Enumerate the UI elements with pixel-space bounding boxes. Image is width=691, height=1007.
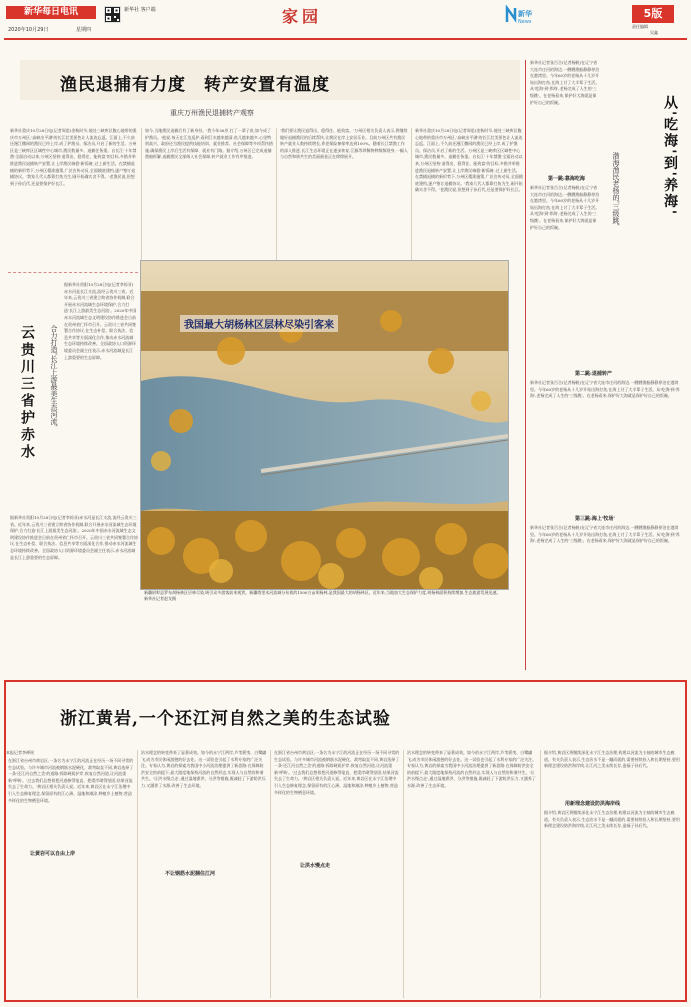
photo-title: 我国最大胡杨林区层林尽染引客来 [180, 315, 338, 332]
right-section-2: 第二跳:退捕转产 [575, 371, 612, 377]
right-body-1: 新华社记者张百合(记者杨帆)在辽宁省大连市庄河的海边,一艘艘渔船静静停泊在港湾里。今年60岁的老杨从十几岁开始出海打鱼,在海上讨了大半辈子生活。从'吃海'到'养海',老杨完成了人生的'三级跳'。在老杨看来,保护好大海就是保护好自己的饭碗。 [530, 185, 600, 230]
bottom-section-2: 不让钢筋水泥捆住江河 [165, 871, 216, 877]
page-number: 5版 [632, 5, 674, 23]
qr-code-icon [104, 6, 121, 23]
news-logo-icon [505, 5, 543, 25]
svg-text:新华: 新华 [518, 10, 532, 18]
side-body: 据新华社贵阳10月28日电(记者李惊亚)赤水河是长江支流,流经云贵川三省。近年来,云贵川三省建立跨省协作机制,联合开展赤水河流域生态环境保护,合力打造'长江上游最美生态河流'。2020年中国赤水河流域生态文明建设协作推进会日前在贵州省仁怀市召开。云贵川三省共同签署合作协议,在生态补偿、联合执法、信息共享等方面深化合作,推动赤水河流域生态环境持续改善。全国政协人口资源环境委员会副主任表示,赤水河流域是长江上游重要的生态屏障。 [64, 282, 137, 360]
section-title: 家园 [282, 7, 323, 26]
newspaper-masthead: 新华每日电讯 [6, 6, 96, 19]
bottom-section-1: 让黄岩可以自由上岸 [30, 851, 76, 857]
side-headline: 云贵川三省护赤水 [19, 325, 35, 461]
bottom-section-4: 用新理念建设防洪海岸线 [565, 801, 621, 807]
side-body-lower: 据新华社贵阳10月28日电(记者李惊亚)赤水河是长江支流,流经云贵川三省。近年来,云贵川三省建立跨省协作机制,联合开展赤水河流域生态环境保护,合力打造'长江上游最美生态河流'。2020年中国赤水河流域生态文明建设协作推进会日前在贵州省仁怀市召开。云贵川三省共同签署合作协议,在生态补偿、联合执法、信息共享等方面深化合作,推动赤水河流域生态环境持续改善。全国政协人口资源环境委员会副主任表示,赤水河流域是长江上游重要的生态屏障。 [10, 515, 138, 560]
bottom-section-3: 让洪水慢点走 [300, 863, 331, 869]
lead-body-col4: 新华社重庆10月28日电(记者周思)金秋时节,地处三峡库区腹心地带的重庆市万州区,'高峡出平湖'的长江壮美景色让人流连忘返。江面上,不久前还漫江撒网的渔民已经上岸,成了护渔员、保洁员,开启了新的生活。万州区是三峡库区区域性中心城市,渔民数量多、退捕任务重。自长江'十年禁渔'全面启动以来,万州区坚持'退得出、稳得住、能致富'的目标,多措并举推进渔民退捕转产安置,让上岸渔民端稳'新饭碗',过上新生活。在禁捕退捕的新形势下,万州区精准施策,广泛宣传动员,全面摸底建档,逐户签订退捕协议。'我家几代人都靠打鱼为生,刚开始确实舍不得。'老渔民说,但想到子孙后代,还是要保护好长江。 [415, 128, 523, 193]
photo-caption: 新疆尉犁县罗布胡杨林区层林尽染,吸引众多游客前来观赏。新疆塔里木河流域分布着约1500万亩胡杨林,是我国最大的胡杨林区。近年来,当地加大生态保护力度,胡杨林面积持续增加,生态旅游发展迅速。新华社记者赵戈摄 [144, 590, 501, 601]
right-headline: 从'吃海'到'养海' [662, 95, 678, 217]
lead-body-col1: 新华社重庆10月28日电(记者周思)金秋时节,地处三峡库区腹心地带的重庆市万州区,'高峡出平湖'的长江壮美景色让人流连忘返。江面上,不久前还漫江撒网的渔民已经上岸,成了护渔员、保洁员,开启了新的生活。万州区是三峡库区区域性中心城市,渔民数量多、退捕任务重。自长江'十年禁渔'全面启动以来,万州区坚持'退得出、稳得住、能致富'的目标,多措并举推进渔民退捕转产安置,让上岸渔民端稳'新饭碗',过上新生活。在禁捕退捕的新形势下,万州区精准施策,广泛宣传动员,全面摸底建档,逐户签订退捕协议。'我家几代人都靠打鱼为生,刚开始确实舍不得。'老渔民说,但想到子孙后代,还是要保护好长江。 [10, 128, 137, 186]
lead-body-col2: 如今,当地渔民退捕后有了新身份。'我今年56岁,打了一辈子鱼,如今成了护渔员。'他说,每天在江边巡护,看到江水越来越清,鱼儿越来越多,心里特别高兴。政府还为渔民提供技能培训、就业推荐、社会保障等多项帮扶措施,确保渔民上岸后生活有保障、就业有门路。据介绍,万州区已完成退捕渔船拆解,退捕渔民全部纳入社会保障,转产就业工作有序推进。 [145, 128, 273, 160]
right-body-3: 新华社记者张百合(记者杨帆)在辽宁省大连市庄河的海边,一艘艘渔船静静停泊在港湾里。今年60岁的老杨从十几岁开始出海打鱼,在海上讨了大半辈子生活。从'吃海'到'养海',老杨完成了人生的'三级跳'。在老杨看来,保护好大海就是保护好自己的饭碗。 [530, 525, 680, 544]
right-section-1: 第一跳:靠海吃海 [548, 176, 585, 182]
issue-date: 2020年10月29日 [8, 27, 49, 33]
lead-body-col3: '我们要让渔民退得出、稳得住、能致富。'万州区相关负责人表示,将继续做好退捕渔民的后续帮扶,让渔民在岸上安居乐业。目前万州区共有渔民转产就业人数持续增长,养老保险参保率达到100%。随着长江禁渔工作的深入推进,长江生态环境正在逐步恢复,江豚等珍稀物种频频现身,一幅人与自然和谐共生的美丽画卷正在徐徐展开。 [280, 128, 408, 160]
side-subheadline: 合力打造'长江上游最美生态河流' [50, 325, 58, 427]
editor-label: 责任编辑 [632, 24, 648, 29]
bottom-body-col2: 治水理念的转变带来了显著成效。如今的永宁江两岸,芦苇摇曳、白鹭翩飞,成为市民休闲游憩的好去处。这一试验也引起了水利专家的广泛关注。专家认为,黄岩的探索为我国中小河流治理提供了新思路:在保障防洪安全的前提下,最大限度地保持河流的自然形态,实现人与自然的和谐共生。'让洪水慢点走',通过湿地滞洪、分洪等措施,既减轻了下游防洪压力,又涵养了水源,改善了生态环境。 [141, 750, 267, 788]
editor-name: 吴鑫 [650, 30, 658, 35]
right-subheadline: 渤海渔民老杨的'三级跳' [612, 152, 620, 226]
bottom-body-col1: 在浙江省台州市黄岩区,一条名为永宁江的河流正在经历一场不同寻常的生态试验。与许多城市河流被钢筋水泥硬化、裁弯取直不同,黄岩选择了一条'还江河自然之美'的道路:拆除硬质护岸,恢复自然河道,让河流重新'呼吸'。'过去我们总想着把河道修得笔直、把堤岸砌得坚固,结果河流失去了生命力。'黄岩区相关负责人说。近年来,黄岩区在永宁江治理中引入生态修复理念,保留原有的江心洲、湿地和滩涂,种植乡土植物,营造多样化的生物栖息环境。 [8, 758, 134, 803]
lead-subheadline: 重庆万州渔民退捕转产观察 [170, 109, 254, 117]
right-intro: 新华社记者张百合(记者杨帆)在辽宁省大连市庄河的海边,一艘艘渔船静静停泊在港湾里。今年60岁的老杨从十几岁开始出海打鱼,在海上讨了大半辈子生活。从'吃海'到'养海',老杨完成了人生的'三级跳'。在老杨看来,保护好大海就是保护好自己的饭碗。 [530, 60, 600, 105]
issue-weekday: 星期四 [76, 27, 92, 33]
bottom-headline: 浙江黄岩,一个还江河自然之美的生态试验 [60, 709, 391, 729]
right-section-3: 第三跳:海上'牧场' [575, 516, 615, 522]
bottom-body-col5a: 据介绍,黄岩区将继续深化永宁江生态治理,构建以河流为主轴的城市生态廊道。有关负责人表示,生态治水不是一蹴而就的,需要持续投入和长期坚持,要用新理念建设防洪海岸线,让江河之美永续长存,造福子孙后代。 [544, 750, 680, 769]
xinhua-client-label: 新华社 客户端 [124, 7, 156, 13]
lead-headline: 渔民退捕有力度 转产安置有温度 [60, 75, 330, 95]
bottom-body-col4: 治水理念的转变带来了显著成效。如今的永宁江两岸,芦苇摇曳、白鹭翩飞,成为市民休闲游憩的好去处。这一试验也引起了水利专家的广泛关注。专家认为,黄岩的探索为我国中小河流治理提供了新思路:在保障防洪安全的前提下,最大限度地保持河流的自然形态,实现人与自然的和谐共生。'让洪水慢点走',通过湿地滞洪、分洪等措施,既减轻了下游防洪压力,又涵养了水源,改善了生态环境。 [407, 750, 537, 788]
bottom-body-col5b: 据介绍,黄岩区将继续深化永宁江生态治理,构建以河流为主轴的城市生态廊道。有关负责人表示,生态治水不是一蹴而就的,需要持续投入和长期坚持,要用新理念建设防洪海岸线,让江河之美永续长存,造福子孙后代。 [544, 810, 680, 829]
svg-text:News: News [518, 19, 532, 25]
bottom-body-col3: 在浙江省台州市黄岩区,一条名为永宁江的河流正在经历一场不同寻常的生态试验。与许多城市河流被钢筋水泥硬化、裁弯取直不同,黄岩选择了一条'还江河自然之美'的道路:拆除硬质护岸,恢复自然河道,让河流重新'呼吸'。'过去我们总想着把河道修得笔直、把堤岸砌得坚固,结果河流失去了生命力。'黄岩区相关负责人说。近年来,黄岩区在永宁江治理中引入生态修复理念,保留原有的江心洲、湿地和滩涂,种植乡土植物,营造多样化的生物栖息环境。 [274, 750, 400, 795]
right-body-2: 新华社记者张百合(记者杨帆)在辽宁省大连市庄河的海边,一艘艘渔船静静停泊在港湾里。今年60岁的老杨从十几岁开始出海打鱼,在海上讨了大半辈子生活。从'吃海'到'养海',老杨完成了人生的'三级跳'。在老杨看来,保护好大海就是保护好自己的饭碗。 [530, 380, 680, 399]
bottom-byline: 本报记者李禅瑶 [6, 750, 34, 755]
poplar-forest-photo [140, 260, 509, 590]
